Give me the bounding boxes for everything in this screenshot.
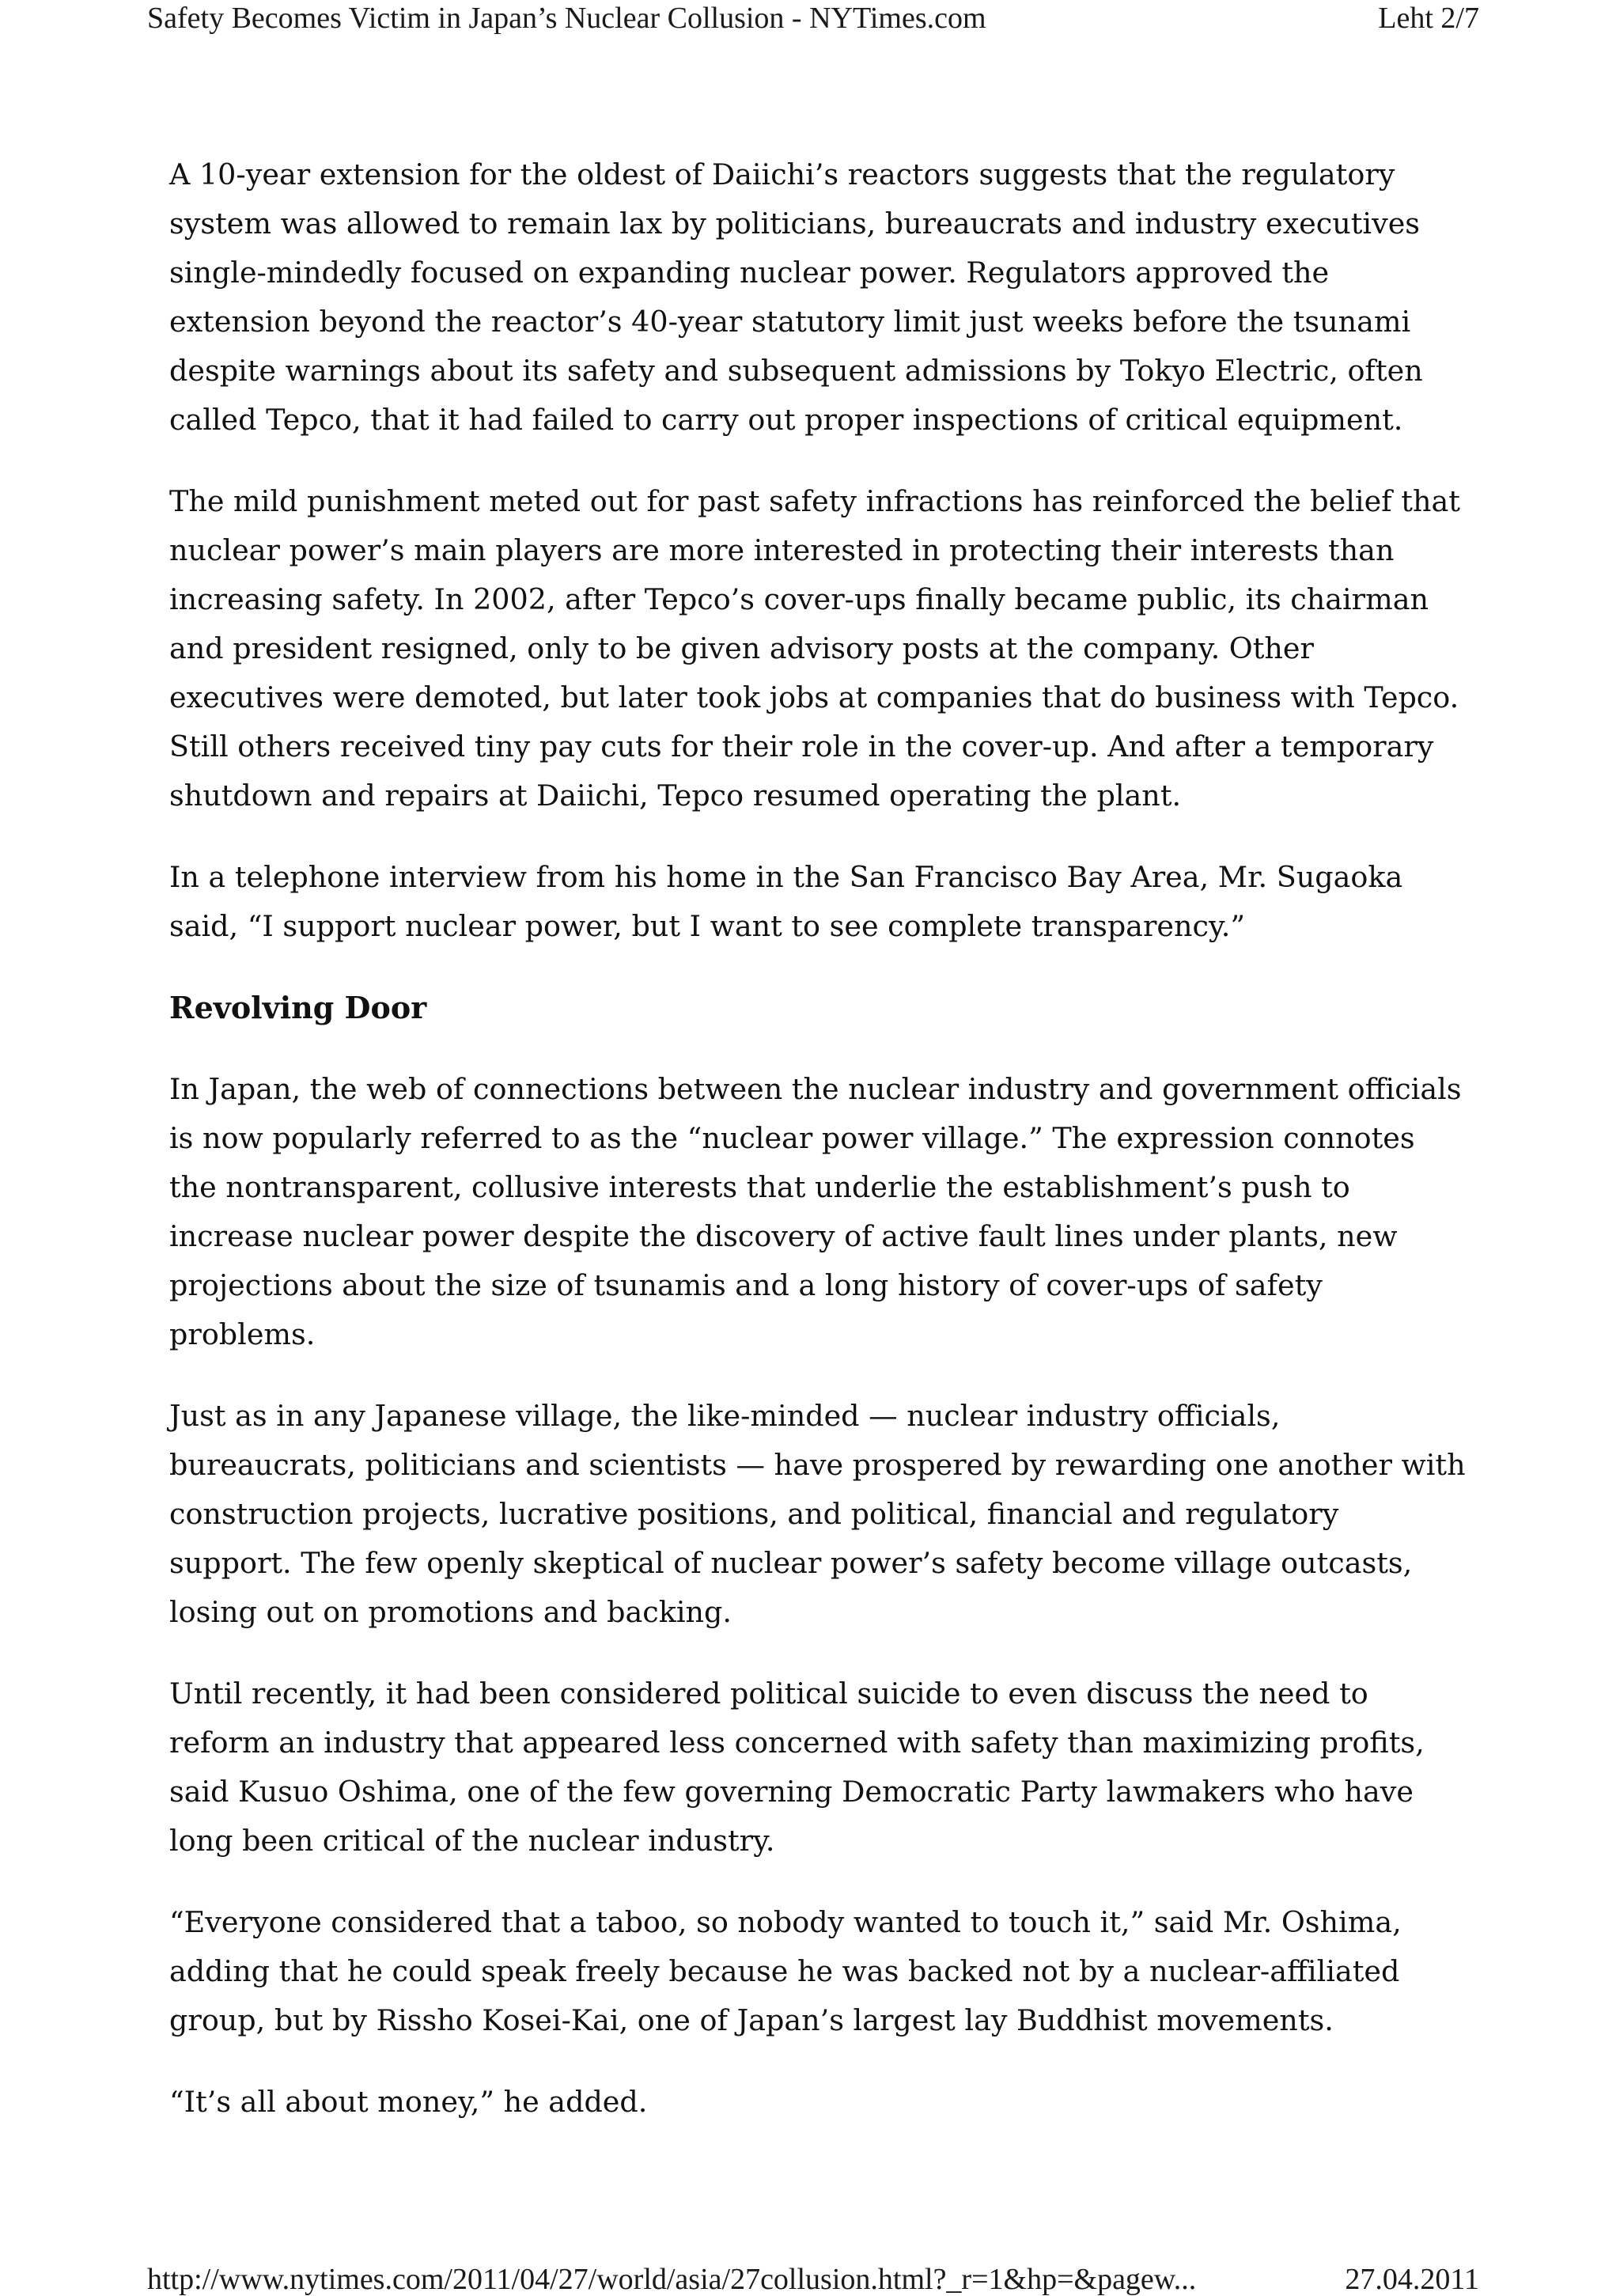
page-header-title: Safety Becomes Victim in Japan’s Nuclear Collusion - NYTimes.com: [147, 2, 986, 35]
print-date: 27.04.2011: [1345, 2263, 1479, 2296]
article-body: [169, 150, 1467, 2159]
paragraph-punishment: The mild punishment meted out for past safety infractions has reinforced the belief that nuclear power’s main players are more interested in protecting their interests than increasing safety. In 2002, after Tepco’s cover-ups finally became public, its chairman and president resigned, only to be given advisory posts at the company. Other executives were demoted, but later took jobs at companies that do business with Tepco. Still others received tiny pay cuts for their role in the cover-up. And after a temporary shutdown and repairs at Daiichi, Tepco resumed operating the plant.: [169, 484, 1460, 813]
paragraph-political-suicide: Until recently, it had been considered political suicide to even discuss the need to reform an industry that appeared less concerned with safety than maximizing profits, said Kusuo Oshima, one of the few governing Democratic Party lawmakers who have long been critical of the nuclear industry.: [169, 1677, 1425, 1858]
paragraph-extension: A 10-year extension for the oldest of Daiichi’s reactors suggests that the regulatory system was allowed to remain lax by politicians, bureaucrats and industry executives single-mindedly focused on expanding nuclear power. Regulators approved the extension beyond the reactor’s 40-year statutory limit just weeks before the tsunami despite warnings about its safety and subsequent admissions by Tokyo Electric, often called Tepco, that it had failed to carry out proper inspections of critical equipment.: [169, 157, 1423, 437]
subheading-revolving-door: Revolving Door: [169, 990, 427, 1025]
page-number: Leht 2/7: [1378, 2, 1479, 35]
source-url-link[interactable]: http://www.nytimes.com/2011/04/27/world/asia/27collusion.html?_r=1&hp=&pagew...: [147, 2263, 1197, 2296]
paragraph-interview: In a telephone interview from his home in the San Francisco Bay Area, Mr. Sugaoka said, “I support nuclear power, but I want to see complete transparency.”: [169, 860, 1403, 943]
paragraph-taboo-quote: “Everyone considered that a taboo, so nobody wanted to touch it,” said Mr. Oshima, adding that he could speak freely because he was backed not by a nuclear-affiliated group, but by Rissho Kosei-Kai, one of Japan’s largest lay Buddhist movements.: [169, 1905, 1402, 2037]
paragraph-money-quote: “It’s all about money,” he added.: [169, 2085, 648, 2119]
paragraph-nuclear-village: In Japan, the web of connections between the nuclear industry and government officials is now popularly referred to as the “nuclear power village.” The expression connotes the nontransparent, collusive interests that underlie the establishment’s push to increase nuclear power despite the discovery of active fault lines under plants, new projections about the size of tsunamis and a long history of cover-ups of safety problems.: [169, 1072, 1462, 1351]
paragraph-like-minded: Just as in any Japanese village, the like-minded — nuclear industry officials, bureaucrats, politicians and scientists — have prospered by rewarding one another with construction projects, lucrative positions, and political, financial and regulatory support. The few openly skeptical of nuclear power’s safety become village outcasts, losing out on promotions and backing.: [169, 1399, 1466, 1629]
